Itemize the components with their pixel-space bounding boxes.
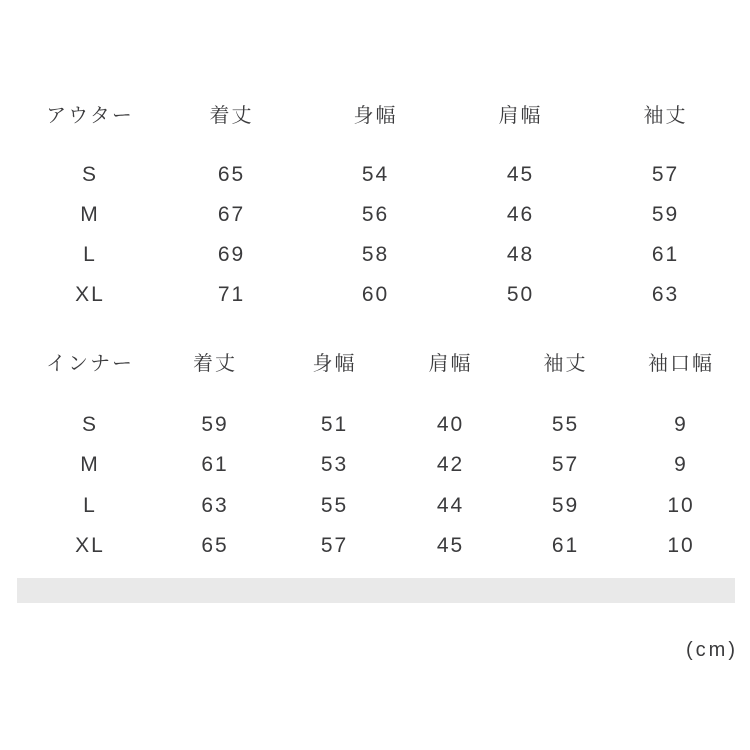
measurement-value: 55: [320, 493, 349, 517]
column-header-shoulder-width: 肩幅: [428, 353, 473, 375]
measurement-value: 50: [506, 283, 535, 306]
column-header-shoulder-width: 肩幅: [498, 105, 543, 127]
measurement-value: 56: [361, 203, 390, 226]
size-label: L: [83, 493, 97, 517]
size-label: M: [80, 203, 100, 226]
table-row: [20, 195, 750, 235]
table-row: [26, 486, 750, 527]
measurement-value: 61: [651, 243, 680, 266]
measurement-value: 45: [506, 163, 535, 186]
outer-size-table: [0, 96, 750, 315]
measurement-value: 9: [674, 453, 688, 476]
size-label: S: [81, 412, 98, 436]
inner-size-table: [0, 344, 750, 567]
measurement-value: 55: [551, 412, 580, 436]
measurement-value: 65: [201, 534, 229, 557]
measurement-value: 54: [361, 163, 390, 186]
measurement-value: 67: [217, 203, 246, 226]
header-gap: [26, 385, 750, 405]
column-header-body-width: 身幅: [312, 353, 357, 375]
table-row: [26, 445, 750, 486]
table-row: [20, 155, 750, 195]
table-row: [20, 275, 750, 315]
measurement-value: 44: [436, 493, 465, 517]
measurement-value: 53: [320, 453, 349, 476]
measurement-value: 57: [651, 163, 680, 186]
measurement-value: 59: [551, 493, 580, 517]
outer-header-row: [20, 96, 750, 136]
measurement-value: 9: [674, 412, 688, 436]
unit-label: (cm): [686, 639, 738, 661]
measurement-value: 57: [320, 534, 349, 557]
measurement-value: 59: [201, 412, 229, 436]
measurement-value: 60: [361, 283, 390, 306]
column-header-sleeve-length: 袖丈: [643, 105, 688, 127]
header-gap: [20, 136, 750, 155]
measurement-value: 71: [217, 283, 246, 306]
table-row: [26, 405, 750, 446]
inner-header-row: [26, 344, 750, 385]
outer-table-title: アウター: [46, 105, 134, 127]
measurement-value: 51: [320, 412, 349, 436]
size-label: L: [83, 243, 97, 266]
size-label: XL: [75, 283, 105, 306]
measurement-value: 63: [201, 493, 229, 517]
inner-table-title: インナー: [46, 353, 134, 375]
measurement-value: 45: [436, 534, 465, 557]
divider-bar: [17, 578, 735, 603]
table-row: [20, 235, 750, 275]
column-header-body-length: 着丈: [193, 353, 237, 375]
measurement-value: 10: [667, 493, 695, 517]
column-header-cuff-width: 袖口幅: [648, 353, 714, 375]
measurement-value: 65: [217, 163, 246, 186]
measurement-value: 61: [201, 453, 229, 476]
measurement-value: 40: [436, 412, 465, 436]
measurement-value: 69: [217, 243, 246, 266]
measurement-value: 42: [436, 453, 465, 476]
size-label: XL: [75, 534, 105, 557]
size-label: M: [80, 453, 100, 476]
column-header-body-width: 身幅: [353, 105, 398, 127]
column-header-body-length: 着丈: [209, 105, 254, 127]
measurement-value: 58: [361, 243, 390, 266]
measurement-value: 61: [551, 534, 580, 557]
measurement-value: 59: [651, 203, 680, 226]
table-row: [26, 526, 750, 567]
measurement-value: 63: [651, 283, 680, 306]
measurement-value: 57: [551, 453, 580, 476]
measurement-value: 46: [506, 203, 535, 226]
size-label: S: [81, 163, 98, 186]
measurement-value: 10: [667, 534, 695, 557]
measurement-value: 48: [506, 243, 535, 266]
column-header-sleeve-length: 袖丈: [543, 353, 588, 375]
